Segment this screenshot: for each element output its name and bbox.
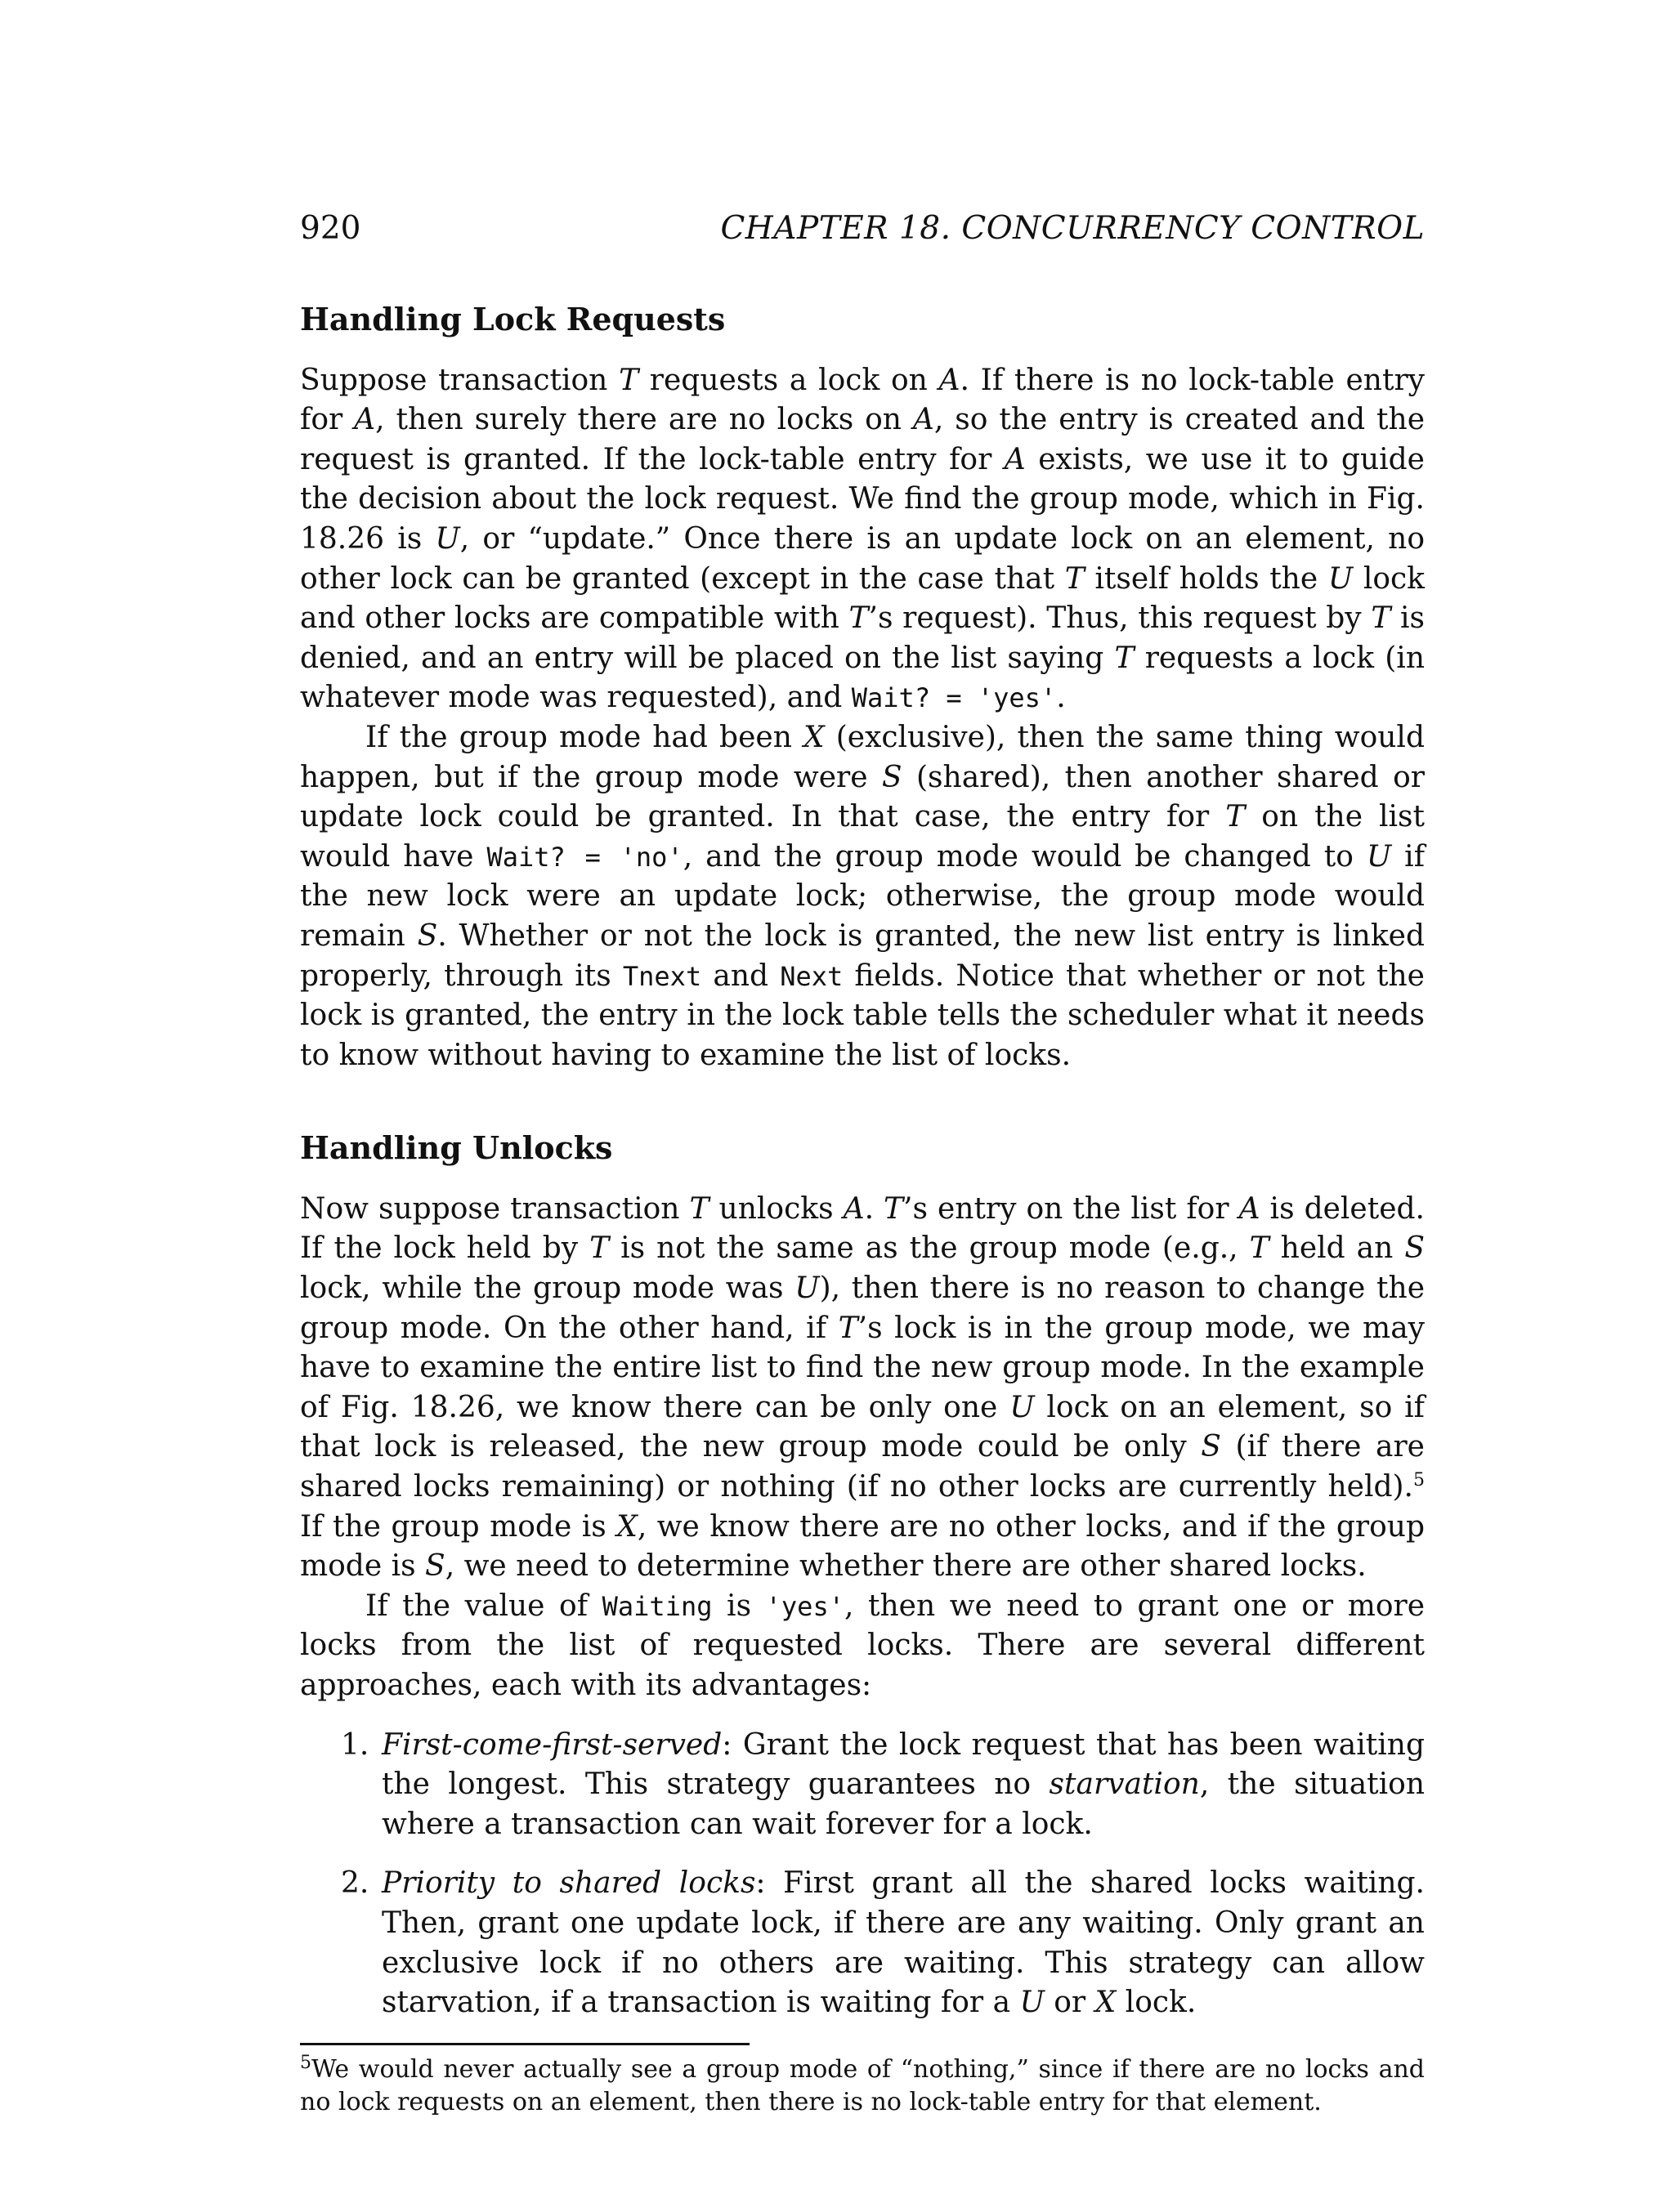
strategy-list <box>300 1726 1425 2023</box>
paragraph-unlocks-1: Now suppose transaction T unlocks A. T’s entry on the list for A is deleted. If the lock held by T is not the same as the group mode (e.g., T held an S lock, while the group mode was U), then there is no reason to change the group mode. On the other hand, if T’s lock is in the group mode, we may have to examine the entire list to find the new group mode. In the example of Fig. 18.26, we know there can be only one U lock on an element, so if that lock is released, the new group mode could be only S (if there are shared locks remaining) or nothing (if no other locks are currently held).$^5$ If the group mode is X, we know there are no other locks, and if the group mode is S, we need to determine whether there are other shared locks. <box>300 1191 1425 1584</box>
list-item: 1. First-come-first-served: Grant the lock request that has been waiting the longest. This strategy guarantees no starvation, the situation where a transaction can wait forever for a lock. <box>341 1727 1426 1841</box>
footnote <box>300 2053 1425 2119</box>
footnote-reference: 5 <box>1413 1470 1425 1491</box>
running-head <box>300 196 1425 261</box>
footnote-divider <box>300 2043 750 2045</box>
list-item: 2. Priority to shared locks: First grant all the shared locks waiting. Then, grant one update lock, if there are any waiting. Only grant an exclusive lock if no others are waiting. This strategy can allow starvation, if a transaction is waiting for a U or X lock. <box>341 1866 1425 2020</box>
section-heading-lock-requests: Handling Lock Requests <box>300 301 726 337</box>
page-number: 920 <box>300 210 361 247</box>
paragraph-lock-requests-1: Suppose transaction T requests a lock on A. If there is no lock-table entry for A, then surely there are no locks on A, so the entry is created and the request is granted. If the lock-table entry for A exists, we use it to guide the decision about the lock request. We find the group mode, which in Fig. 18.26 is U, or “update.” Once there is an update lock on an element, no other lock can be granted (except in the case that T itself holds the U lock and other locks are compatible with T’s request). Thus, this request by T is denied, and an entry will be placed on the list saying T requests a lock (in whatever mode was requested), and Wait? = 'yes'. <box>300 363 1426 715</box>
footnote-marker: 5 <box>300 2052 311 2073</box>
paragraph-unlocks-2: If the value of Waiting is 'yes', then we need to grant one or more locks from the list of requested locks. There are several different approaches, each with its advantages: <box>300 1589 1426 1702</box>
footnote-text: We would never actually see a group mode of “nothing,” since if there are no locks and no lock requests on an element, then there is no lock-table entry for that element. <box>300 2054 1425 2116</box>
paragraph-lock-requests-2: If the group mode had been X (exclusive), then the same thing would happen, but if the group mode were S (shared), then another shared or update lock could be granted. In that case, the entry for T on the list would have Wait? = 'no', and the group mode would be changed to U if the new lock were an update lock; otherwise, the group mode would remain S. Whether or not the lock is granted, the new list entry is linked properly, through its Tnext and Next fields. Notice that whether or not the lock is granted, the entry in the lock table tells the scheduler what it needs to know without having to examine the list of locks. <box>300 720 1426 1072</box>
section-heading-unlocks: Handling Unlocks <box>300 1129 613 1167</box>
chapter-title: CHAPTER 18. CONCURRENCY CONTROL <box>720 210 1425 247</box>
book-page <box>300 196 1425 2119</box>
